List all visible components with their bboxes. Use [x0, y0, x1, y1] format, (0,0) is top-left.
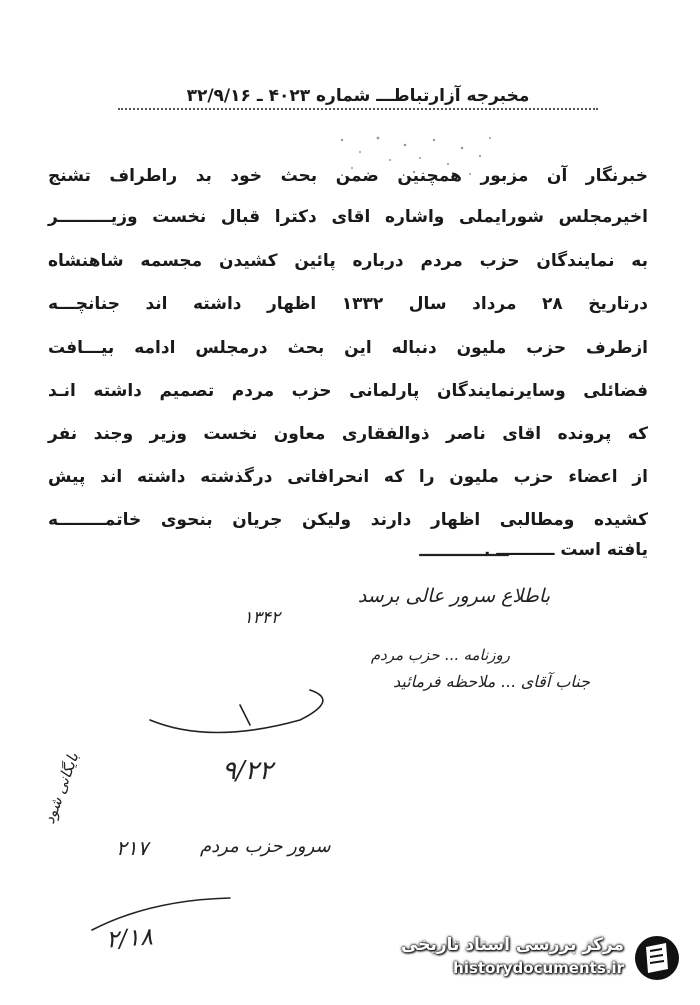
handwritten-note: سرور حزب مردم [200, 836, 331, 857]
body-line: از اعضاء حزب ملیون را که انحرافاتی درگذشته داشته اند پیش [48, 467, 648, 487]
handwritten-note: باطلاع سرور عالی برسد [357, 585, 550, 607]
body-line: به نمایندگان حزب مردم درباره پائین کشیدن مجسمه شاهنشاه [48, 251, 648, 271]
handwritten-date: ۹/۲۲ [222, 756, 273, 786]
watermark [400, 927, 690, 987]
handwritten-note: جناب آقای ... ملاحظه فرمائید [392, 672, 590, 691]
body-line: فضائلی وسایرنمایندگان پارلمانی حزب مردم تصمیم داشته انـد [48, 381, 648, 401]
handwritten-note: روزنامه ... حزب مردم [370, 646, 510, 664]
body-line: اخیرمجلس شورایملی واشاره اقای دکترا قبال نخست وزیـــــــــر [48, 207, 648, 227]
body-line: کشیده ومطالبی اظهار دارند ولیکن جریان بنحوی خاتمــــــــه [48, 510, 648, 530]
watermark-url: historydocuments.ir [453, 959, 624, 977]
document-header: مخبرجه آزارتباطـــ شماره ۴۰۲۳ ـ ۳۲/۹/۱۶ [118, 86, 598, 110]
handwritten-number: ۲۱۷ [116, 836, 149, 860]
body-line: خبرنگار آن مزبور همچنین ضمن بحث خود بد راطراف تشنج [48, 166, 648, 186]
body-line: ازطرف حزب ملیون دنباله این بحث درمجلس ادامه بیـــافت [48, 338, 648, 358]
body-line: درتاریخ ۲۸ مرداد سال ۱۳۳۲ اظهار داشته اند جنانچـــه [48, 294, 649, 314]
document-logo-icon [632, 933, 682, 983]
handwritten-year: ۱۳۴۲ [243, 608, 280, 628]
body-line-last: یافته است ــــــــــ . [483, 540, 648, 560]
body-line: که پرونده اقای ناصر ذوالفقاری معاون نخست وزیر وجند نفر [48, 424, 648, 444]
watermark-title: مرکز بررسی اسناد تاریخی [401, 935, 624, 955]
handwritten-date: ۲/۱۸ [105, 922, 154, 954]
margin-note: بایگانی شود [40, 750, 83, 827]
